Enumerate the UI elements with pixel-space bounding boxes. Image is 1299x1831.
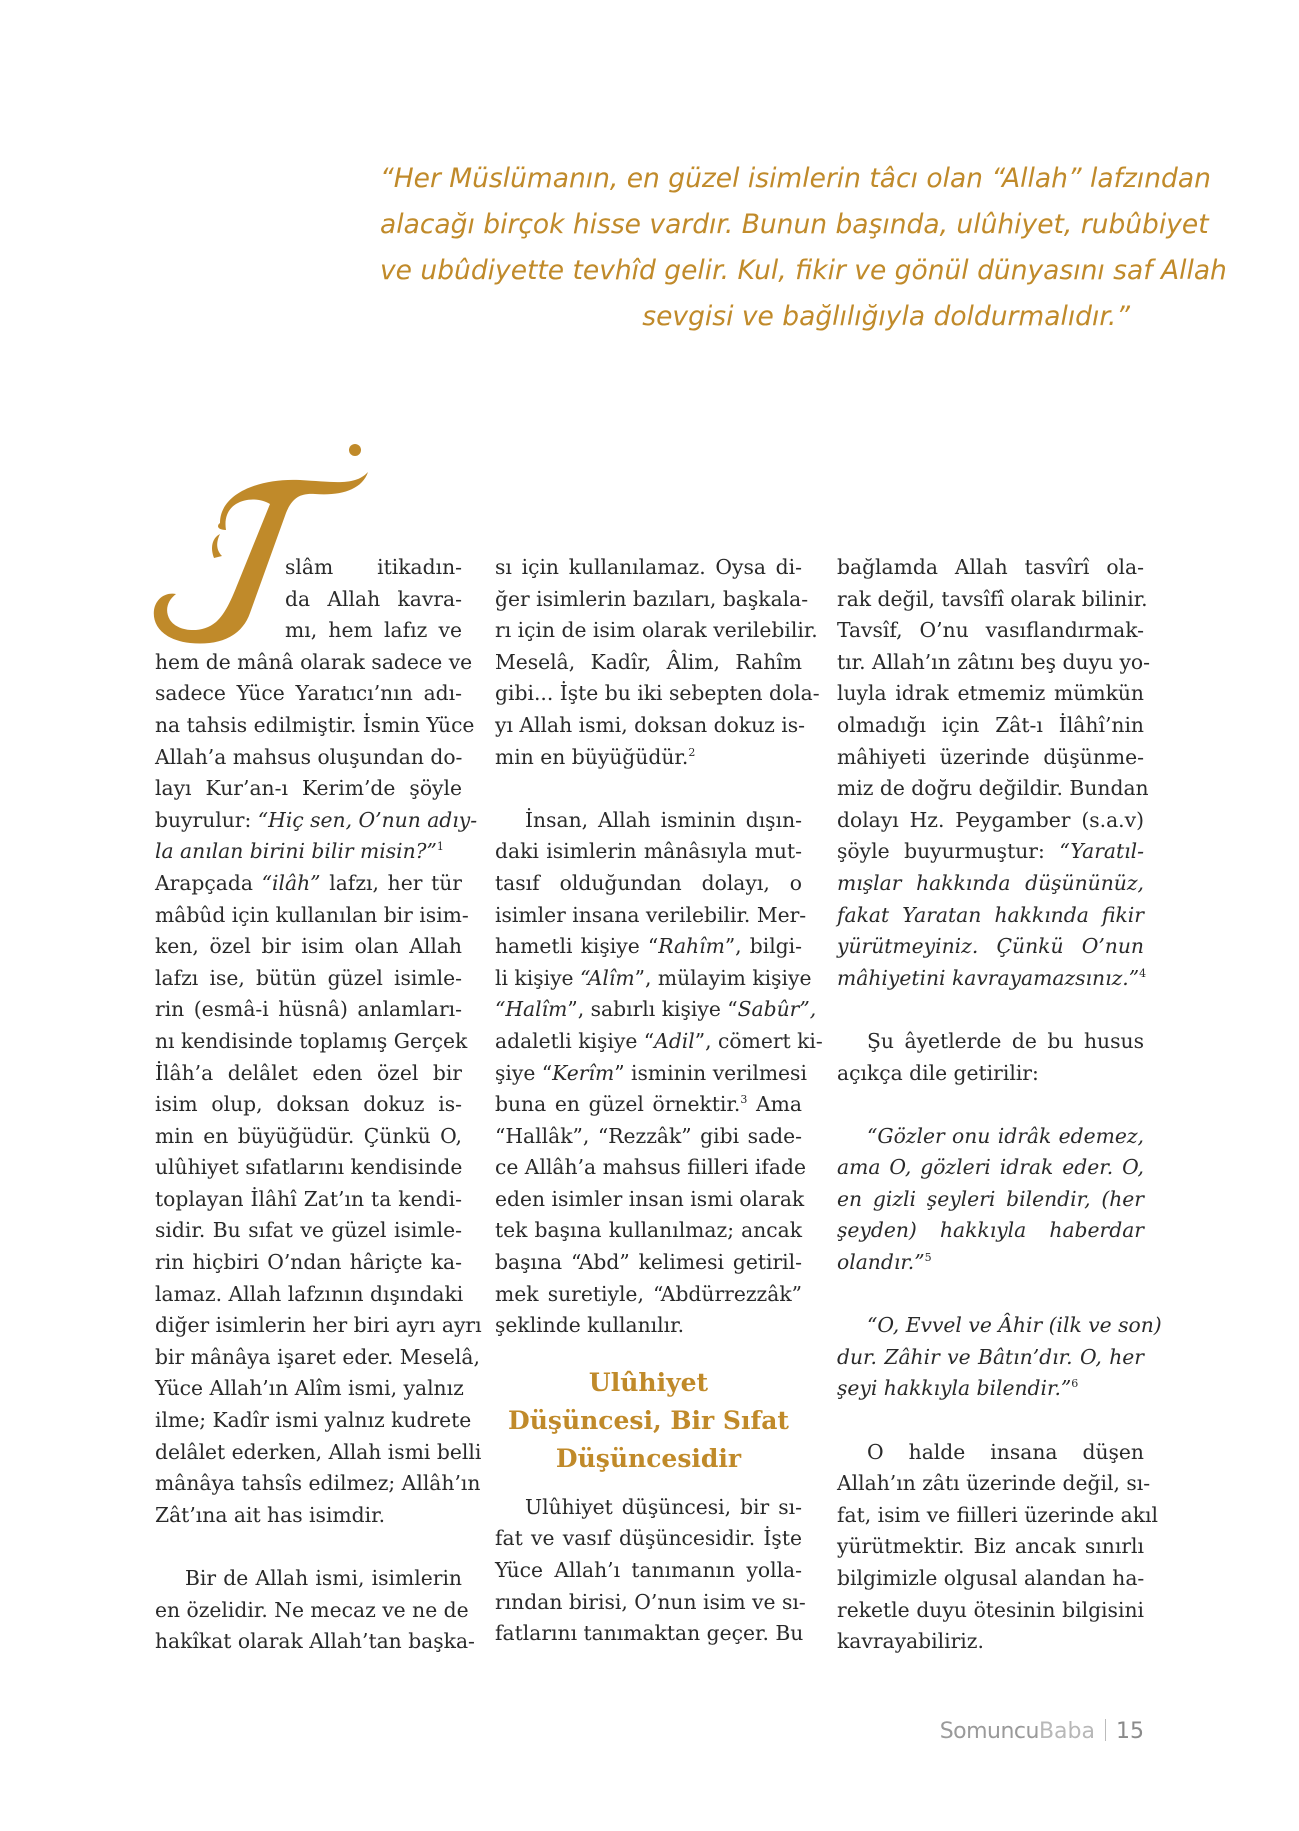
text-line: lamaz. Allah lafzının dışındaki — [155, 1281, 464, 1306]
text-span: ”, mülayim kişiye — [634, 965, 812, 990]
text-span: ”, bilgi- — [724, 934, 802, 959]
text-line: açıkça dile getirilir: — [837, 1060, 1039, 1085]
text-line: bilgimizle olgusal alandan ha- — [837, 1566, 1145, 1590]
text-line — [837, 963, 1147, 995]
page-footer — [940, 1719, 1144, 1744]
page-number: 15 — [1116, 1719, 1144, 1744]
text-span: min en büyüğüdür. — [495, 744, 689, 769]
text-line: mâhiyeti üzerinde düşünme- — [837, 744, 1144, 769]
text-line: isim olup, doksan dokuz is- — [155, 1092, 462, 1117]
text-line: daki isimlerin mânâsıyla mut- — [495, 839, 802, 864]
text-line: fat ve vasıf düşüncesidir. İşte — [495, 1526, 802, 1551]
text-column-1 — [155, 552, 482, 1658]
italic-term: Sabûr”, — [737, 997, 817, 1022]
text-span: ”, cömert ki- — [694, 1028, 823, 1053]
text-line: hem de mânâ olarak sadece ve — [155, 649, 473, 674]
italic-quote: la anılan birini bilir misin?” — [155, 839, 437, 864]
text-line: Allah’ın zâtı üzerinde değil, sı- — [837, 1471, 1151, 1496]
text-line: yı Allah ismi, doksan dokuz is- — [495, 712, 806, 737]
text-line: Bir de Allah ismi, isimlerin — [185, 1566, 462, 1590]
text-line: miz de doğru değildir. Bundan — [837, 776, 1149, 801]
text-line: Zât’ına ait has isimdir. — [155, 1502, 386, 1527]
text-line — [837, 1247, 1144, 1279]
text-line: ce Allâh’a mahsus fiilleri ifade — [495, 1155, 806, 1180]
text-line: bir mânâya işaret eder. Meselâ, — [155, 1344, 480, 1369]
text-line — [495, 1026, 823, 1058]
footer-divider — [1105, 1719, 1106, 1741]
italic-term: “Alîm — [580, 965, 635, 990]
text-span: şiye “ — [495, 1060, 553, 1085]
text-span: adaletli kişiye “ — [495, 1028, 655, 1053]
footnote-ref: 2 — [688, 745, 696, 759]
italic-quote: şeyi hakkıyla bilendir.” — [837, 1376, 1072, 1401]
text-line: na tahsis edilmiştir. İsmin Yüce — [155, 712, 475, 737]
text-line: sı için kullanılamaz. Oysa di- — [495, 555, 802, 579]
text-line: rin (esmâ-i hüsnâ) anlamları- — [155, 997, 462, 1022]
text-line: rak değil, tavsîfî olarak bilinir. — [837, 586, 1148, 611]
footnote-ref: 3 — [740, 1093, 748, 1107]
text-line: fakat Yaratan hakkında fikir — [837, 902, 1144, 927]
text-line — [495, 742, 802, 774]
text-line — [495, 1089, 802, 1121]
italic-term: Kerîm — [552, 1060, 615, 1085]
italic-term: Adil — [654, 1028, 695, 1053]
italic-quote: olandır.” — [837, 1250, 925, 1275]
text-line: mek suretiyle, “Abdürrezzâk” — [495, 1281, 802, 1306]
text-line: diğer isimlerin her biri ayrı ayrı — [155, 1313, 482, 1338]
pull-quote-line: sevgisi ve bağlılığıyla doldurmalıdır.” — [642, 301, 1130, 332]
text-line: mı, hem lafız ve — [285, 618, 462, 643]
text-span: Arapçada — [155, 870, 262, 895]
text-line — [155, 836, 462, 868]
text-line: ken, özel bir isim olan Allah — [155, 934, 462, 959]
text-line: tasıf olduğundan dolayı, o — [495, 870, 802, 895]
text-line: isimler insana verilebilir. Mer- — [495, 902, 807, 927]
text-line: İnsan, Allah isminin dışın- — [525, 807, 802, 832]
text-line: Meselâ, Kadîr, Âlim, Rahîm — [495, 649, 802, 674]
text-line: eden isimler insan ismi olarak — [495, 1186, 805, 1211]
text-line: “Gözler onu idrâk edemez, — [867, 1123, 1144, 1148]
text-line: yürütmektir. Biz ancak sınırlı — [837, 1534, 1144, 1559]
text-line — [155, 868, 462, 900]
text-line: “Hallâk”, “Rezzâk” gibi sade- — [495, 1123, 802, 1148]
text-line: en özelidir. Ne mecaz ve ne de — [155, 1597, 469, 1622]
text-line: mâbûd için kullanılan bir isim- — [155, 902, 469, 927]
footnote-ref: 5 — [924, 1251, 932, 1265]
text-line: sidir. Bu sıfat ve güzel isimle- — [155, 1218, 462, 1243]
text-span: ” isminin verilmesi — [614, 1060, 807, 1085]
text-line: toplayan İlâhî Zat’ın ta kendi- — [155, 1186, 462, 1211]
section-heading-line: Düşüncesidir — [555, 1443, 742, 1473]
text-line: Yüce Allah’ın Alîm ismi, yalnız — [155, 1376, 464, 1401]
text-line: Ulûhiyet düşüncesi, bir sı- — [525, 1494, 802, 1519]
footnote-ref: 1 — [436, 840, 444, 854]
text-line: Yüce Allah’ı tanımanın yolla- — [495, 1558, 802, 1583]
text-column-3 — [837, 552, 1162, 1658]
text-line: kavrayabiliriz. — [837, 1629, 984, 1654]
text-line: olmadığı için Zât-ı İlâhî’nin — [837, 712, 1144, 737]
text-line: rı için de isim olarak verilebilir. — [495, 618, 818, 643]
text-line — [155, 805, 478, 837]
text-line: mânâya tahsîs edilmez; Allâh’ın — [155, 1471, 481, 1496]
section-heading-line: Ulûhiyet — [588, 1367, 709, 1397]
text-line: gibi... İşte bu iki sebepten dola- — [495, 681, 820, 706]
text-line: min en büyüğüdür. Çünkü O, — [155, 1123, 462, 1148]
text-line: en gizli şeyleri bilendir, (her — [837, 1186, 1144, 1211]
italic-term: “Halîm — [495, 997, 568, 1022]
italic-quote: mâhiyetini kavrayamazsınız.” — [837, 965, 1140, 990]
text-line — [837, 1373, 1144, 1405]
text-span: buyrulur: — [155, 807, 258, 832]
text-line: bağlamda Allah tasvîrî ola- — [837, 555, 1144, 579]
text-line: “O, Evvel ve Âhir (ilk ve son) — [867, 1313, 1162, 1338]
text-span: şöyle buyurmuştur: — [837, 839, 1060, 864]
text-line: ulûhiyet sıfatlarını kendisinde — [155, 1155, 463, 1180]
text-line: dur. Zâhir ve Bâtın’dır. O, her — [837, 1344, 1144, 1369]
footnote-ref: 6 — [1071, 1377, 1079, 1391]
italic-quote: “Yaratıl- — [1059, 839, 1144, 864]
text-span: Ama — [747, 1092, 802, 1117]
text-line: Tavsîf, O’nu vasıflandırmak- — [837, 618, 1144, 643]
text-line: Şu âyetlerde de bu husus — [867, 1028, 1144, 1053]
text-line: sadece Yüce Yaratıcı’nın adı- — [155, 681, 462, 706]
text-line: mışlar hakkında düşününüz, — [837, 870, 1144, 895]
text-line: reketle duyu ötesinin bilgisini — [837, 1597, 1144, 1622]
text-line: slâm itikadın- — [285, 555, 462, 579]
text-line: başına “Abd” kelimesi getiril- — [495, 1250, 802, 1275]
pull-quote-line: “Her Müslümanın, en güzel isimlerin tâcı olan “Allah” lafzından — [380, 163, 1211, 194]
text-line: ilme; Kadîr ismi yalnız kudrete — [155, 1408, 472, 1433]
text-span: lafzı, her tür — [320, 870, 463, 895]
text-line: yürütmeyiniz. Çünkü O’nun — [837, 934, 1144, 959]
text-line: luyla idrak etmemiz mümkün — [837, 681, 1144, 706]
text-span: buna en güzel örnektir. — [495, 1092, 741, 1117]
magazine-brand-suffix: Baba — [1038, 1719, 1095, 1744]
text-line: tır. Allah’ın zâtını beş duyu yo- — [837, 649, 1150, 674]
text-line — [495, 963, 812, 995]
text-span: li kişiye — [495, 965, 580, 990]
text-line: fat, isim ve fiilleri üzerinde akıl — [837, 1502, 1159, 1527]
italic-quote: “Hiç sen, O’nun adıy- — [257, 807, 478, 832]
text-line — [495, 994, 817, 1026]
text-line: şeklinde kullanılır. — [495, 1313, 685, 1338]
footnote-ref: 4 — [1139, 966, 1147, 980]
text-line: ğer isimlerin bazıları, başkala- — [495, 586, 809, 611]
pull-quote-line: ve ubûdiyette tevhîd gelir. Kul, fikir ve gönül dünyasını saf Allah — [380, 255, 1227, 286]
magazine-brand: Somuncu — [939, 1719, 1039, 1744]
pull-quote-line: alacağı birçok hisse vardır. Bunun başında, ulûhiyet, rubûbiyet — [380, 209, 1209, 240]
text-line: da Allah kavra- — [285, 586, 462, 611]
text-line — [495, 1058, 807, 1090]
text-line: İlâh’a delâlet eden özel bir — [155, 1060, 462, 1085]
italic-term: Rahîm — [658, 934, 725, 959]
text-line — [837, 836, 1144, 868]
section-heading — [495, 1364, 802, 1478]
text-line: şeyden) hakkıyla haberdar — [837, 1218, 1144, 1243]
text-span: hametli kişiye “ — [495, 934, 659, 959]
pull-quote — [380, 156, 1227, 340]
text-line: ama O, gözleri idrak eder. O, — [837, 1155, 1144, 1180]
text-line: fatlarını tanımaktan geçer. Bu — [495, 1621, 804, 1646]
text-line — [495, 931, 802, 963]
italic-term: “ilâh” — [261, 870, 321, 895]
text-line: Allah’a mahsus oluşundan do- — [155, 744, 463, 769]
text-line: delâlet ederken, Allah ismi belli — [155, 1439, 482, 1464]
text-line: dolayı Hz. Peygamber (s.a.v) — [837, 807, 1144, 832]
text-line: lafzı ise, bütün güzel isimle- — [155, 965, 462, 990]
text-column-2 — [495, 552, 823, 1650]
text-line: rından birisi, O’nun isim ve sı- — [495, 1589, 806, 1614]
text-span: ”, sabırlı kişiye “ — [567, 997, 738, 1022]
text-line: layı Kur’an-ı Kerim’de şöyle — [155, 776, 462, 801]
section-heading-line: Düşüncesi, Bir Sıfat — [508, 1405, 789, 1435]
text-line: rin hiçbiri O’ndan hâriçte ka- — [155, 1250, 462, 1275]
text-line: O halde insana düşen — [867, 1439, 1144, 1464]
text-line: tek başına kullanılmaz; ancak — [495, 1218, 802, 1243]
text-line: nı kendisinde toplamış Gerçek — [155, 1028, 468, 1053]
text-line: hakîkat olarak Allah’tan başka- — [155, 1629, 475, 1654]
